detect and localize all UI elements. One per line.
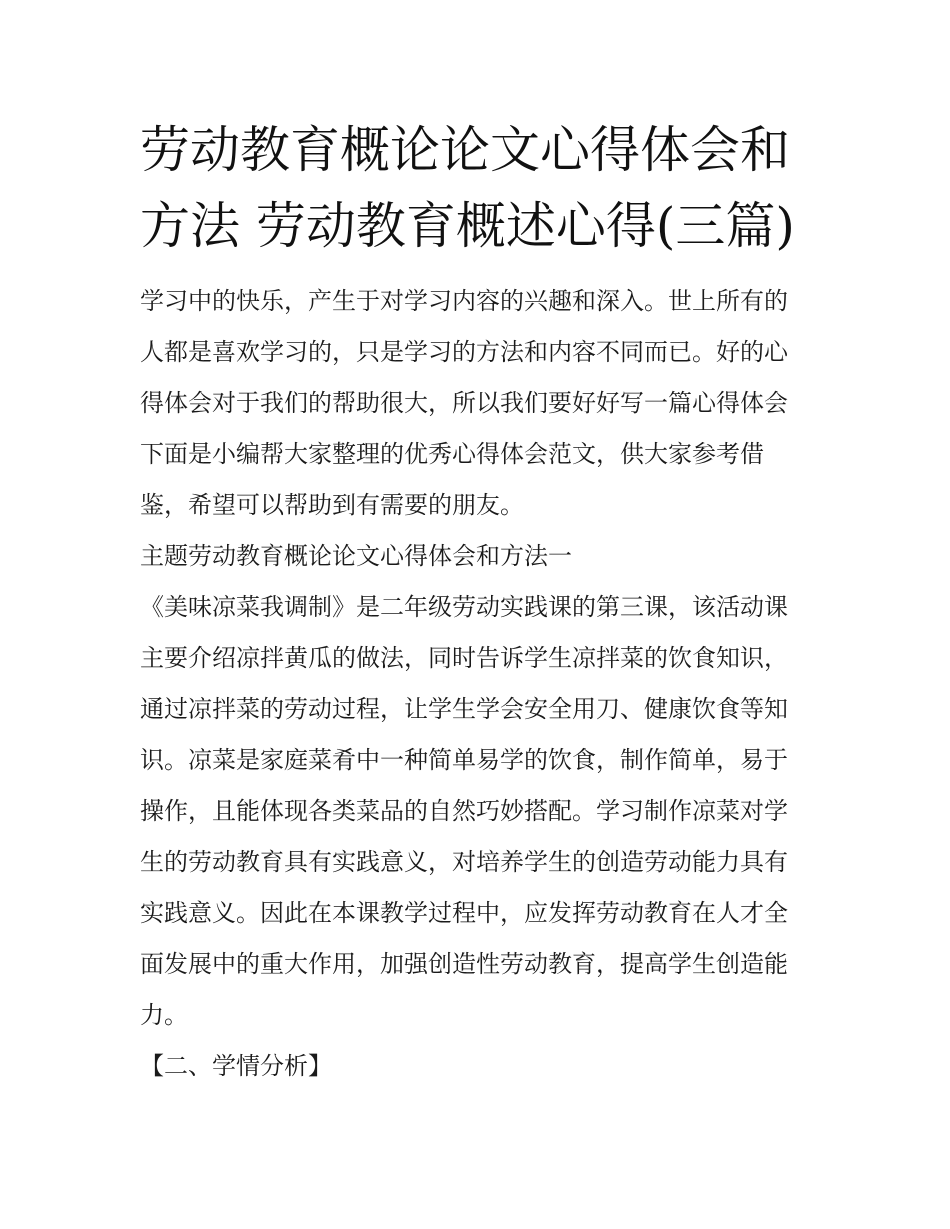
body-line: 鉴，希望可以帮助到有需要的朋友。 <box>140 491 524 519</box>
section-heading: 主题劳动教育概论论文心得体会和方法一 <box>140 542 572 570</box>
body-line: 主要介绍凉拌黄瓜的做法，同时告诉学生凉拌菜的饮食知识， <box>140 644 788 672</box>
title-line: 劳动教育概论论文心得体会和 <box>140 121 790 179</box>
document-title <box>140 112 820 264</box>
body-line: 操作，且能体现各类菜品的自然巧妙搭配。学习制作凉菜对学 <box>140 797 788 825</box>
body-line: 实践意义。因此在本课教学过程中，应发挥劳动教育在人才全 <box>140 899 788 927</box>
body-line: 学习中的快乐，产生于对学习内容的兴趣和深入。世上所有的 <box>140 287 788 315</box>
body-line: 力。 <box>140 1001 188 1029</box>
body-line: 通过凉拌菜的劳动过程，让学生学会安全用刀、健康饮食等知 <box>140 695 788 723</box>
title-line: 方法 劳动教育概述心得(三篇) <box>140 197 795 255</box>
body-line: 识。凉菜是家庭菜肴中一种简单易学的饮食，制作简单，易于 <box>140 746 788 774</box>
body-line: 得体会对于我们的帮助很大，所以我们要好好写一篇心得体会 <box>140 389 788 417</box>
body-line: 下面是小编帮大家整理的优秀心得体会范文，供大家参考借 <box>140 440 764 468</box>
body-line: 人都是喜欢学习的，只是学习的方法和内容不同而已。好的心 <box>140 338 788 366</box>
body-line: 面发展中的重大作用，加强创造性劳动教育，提高学生创造能 <box>140 950 788 978</box>
document-body <box>140 276 820 1092</box>
section-heading: 【二、学情分析】 <box>140 1052 332 1080</box>
body-line: 生的劳动教育具有实践意义，对培养学生的创造劳动能力具有 <box>140 848 788 876</box>
body-line: 《美味凉菜我调制》是二年级劳动实践课的第三课，该活动课 <box>140 593 788 621</box>
